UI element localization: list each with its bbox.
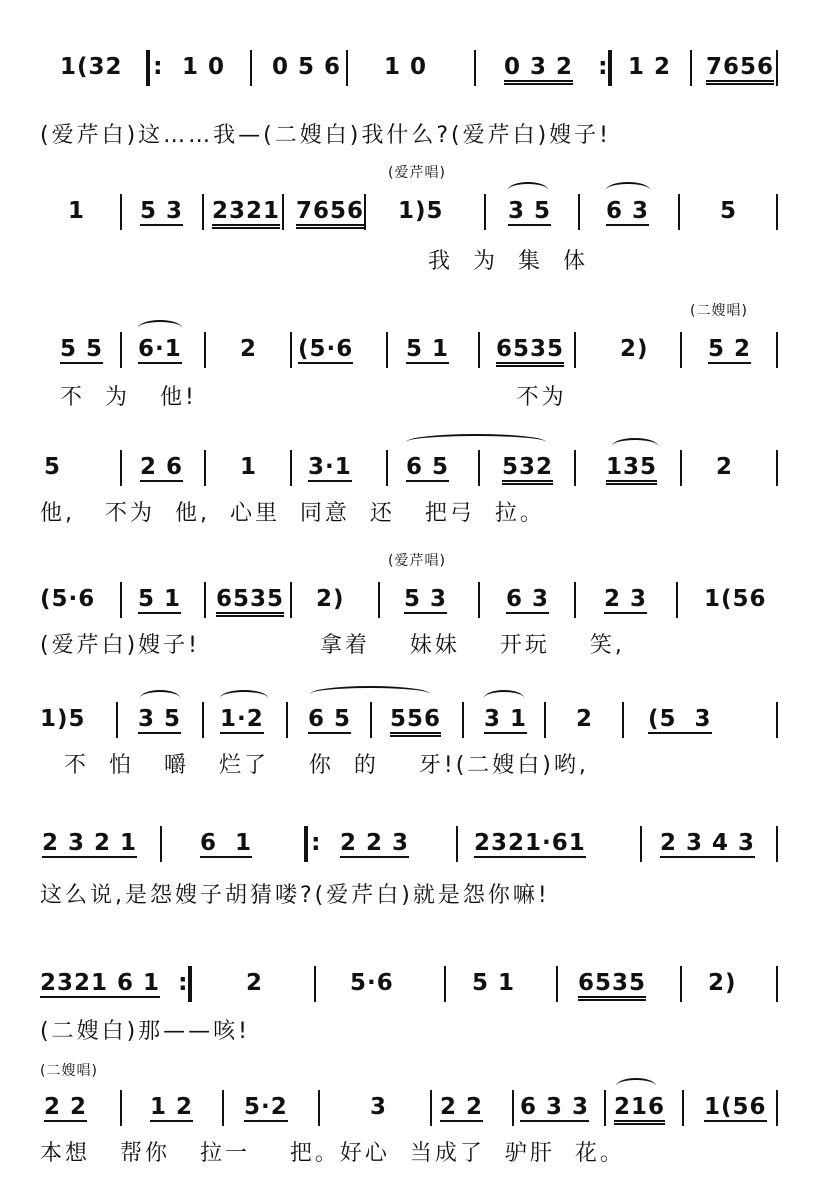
barline bbox=[204, 582, 206, 618]
barline bbox=[608, 50, 612, 86]
measure: 6535 bbox=[496, 336, 564, 367]
slur bbox=[310, 686, 430, 702]
performer-label: (二嫂唱) bbox=[690, 303, 748, 319]
measure: 3 5 bbox=[138, 706, 182, 732]
measure: 5·6 bbox=[350, 970, 394, 996]
performer-label: (爱芹唱) bbox=[388, 165, 446, 181]
measure: 6535 bbox=[578, 970, 646, 1001]
barline bbox=[222, 1090, 224, 1126]
barline bbox=[120, 582, 122, 618]
slur bbox=[616, 1078, 656, 1094]
barline bbox=[484, 194, 486, 230]
lyric-line: 他, 不为 他, 心里 同意 还 把弓 拉。 bbox=[40, 501, 545, 526]
barline bbox=[116, 702, 118, 738]
barline bbox=[462, 702, 464, 738]
measure: 7656 bbox=[296, 198, 364, 229]
lyric-line: 这么说,是怨嫂子胡猜喽?(爱芹白)就是怨你嘛! bbox=[40, 883, 550, 908]
measure: 5 bbox=[720, 198, 738, 224]
barline bbox=[776, 966, 778, 1002]
barline bbox=[290, 582, 292, 618]
lyric-line: 不 怕 嚼 烂了 你 的 牙!(二嫂白)哟, bbox=[64, 753, 589, 778]
measure: 6 3 3 bbox=[520, 1094, 590, 1120]
barline bbox=[120, 194, 122, 230]
slur bbox=[612, 438, 658, 454]
staff-2 bbox=[0, 192, 822, 232]
barline bbox=[680, 966, 682, 1002]
measure: 216 bbox=[614, 1094, 665, 1125]
barline bbox=[776, 450, 778, 486]
barline bbox=[346, 50, 348, 86]
measure: 2 3 2 1 bbox=[42, 830, 138, 856]
slur bbox=[484, 690, 524, 706]
measure: (5·6 bbox=[298, 336, 354, 362]
barline bbox=[120, 1090, 122, 1126]
barline bbox=[544, 702, 546, 738]
measure: 1 bbox=[240, 454, 258, 480]
measure: 7656 bbox=[706, 54, 774, 85]
measure: 1 0 bbox=[384, 54, 428, 80]
barline bbox=[678, 194, 680, 230]
measure: 0 5 6 bbox=[272, 54, 342, 80]
barline bbox=[578, 194, 580, 230]
measure: 2 bbox=[576, 706, 594, 732]
measure: 6 5 bbox=[406, 454, 450, 480]
barline bbox=[290, 332, 292, 368]
barline bbox=[386, 450, 388, 486]
measure: 6·1 bbox=[138, 336, 182, 362]
measure: 2 3 4 3 bbox=[660, 830, 756, 856]
barline bbox=[188, 966, 192, 1002]
measure: 5 3 bbox=[404, 586, 448, 612]
lyric-line: 不 为 他! 不为 bbox=[60, 385, 567, 410]
measure: 3 bbox=[370, 1094, 388, 1120]
measure: 5 5 bbox=[60, 336, 104, 362]
measure: 2 bbox=[240, 336, 258, 362]
measure: 2 3 bbox=[604, 586, 648, 612]
lyric-line: (爱芹白)嫂子! 拿着 妹妹 开玩 笑, bbox=[40, 633, 625, 658]
measure: 2 2 bbox=[440, 1094, 484, 1120]
slur bbox=[220, 690, 268, 706]
barline bbox=[202, 702, 204, 738]
measure: 1(32 bbox=[60, 54, 123, 80]
barline bbox=[680, 332, 682, 368]
lyric-line: 本想 帮你 拉一 把。好心 当成了 驴肝 花。 bbox=[40, 1141, 625, 1166]
barline bbox=[204, 450, 206, 486]
barline bbox=[574, 582, 576, 618]
barline bbox=[378, 582, 380, 618]
barline bbox=[604, 1090, 606, 1126]
measure: (5 3 bbox=[648, 706, 712, 732]
barline bbox=[204, 332, 206, 368]
measure: 2) bbox=[620, 336, 649, 362]
performer-label: (二嫂唱) bbox=[40, 1063, 98, 1079]
measure: 2 2 3 bbox=[340, 830, 410, 856]
slur bbox=[138, 320, 182, 336]
barline bbox=[690, 50, 692, 86]
barline bbox=[512, 1090, 514, 1126]
measure: 6535 bbox=[216, 586, 284, 617]
barline bbox=[304, 826, 308, 862]
slur bbox=[140, 690, 180, 706]
staff-3 bbox=[0, 330, 822, 370]
barline bbox=[318, 1090, 320, 1126]
barline bbox=[680, 450, 682, 486]
measure: 2 2 bbox=[44, 1094, 88, 1120]
barline bbox=[202, 194, 204, 230]
barline bbox=[370, 702, 372, 738]
barline bbox=[574, 332, 576, 368]
barline bbox=[776, 194, 778, 230]
measure: 1 bbox=[68, 198, 86, 224]
barline bbox=[640, 826, 642, 862]
measure: 1 2 bbox=[150, 1094, 194, 1120]
barline bbox=[444, 966, 446, 1002]
measure: 3·1 bbox=[308, 454, 352, 480]
barline bbox=[776, 702, 778, 738]
barline bbox=[622, 702, 624, 738]
barline bbox=[556, 966, 558, 1002]
measure: 6 3 bbox=[506, 586, 550, 612]
barline bbox=[120, 332, 122, 368]
measure: 2 bbox=[246, 970, 264, 996]
measure: 1(56 bbox=[704, 586, 767, 612]
barline bbox=[160, 826, 162, 862]
staff-5 bbox=[0, 580, 822, 620]
staff-7 bbox=[0, 824, 822, 864]
barline bbox=[364, 194, 366, 230]
measure: 6 3 bbox=[606, 198, 650, 224]
measure: 3 1 bbox=[484, 706, 528, 732]
barline bbox=[574, 450, 576, 486]
measure: 1)5 bbox=[40, 706, 86, 732]
measure: 2 6 bbox=[140, 454, 184, 480]
barline bbox=[478, 450, 480, 486]
measure: 5 3 bbox=[140, 198, 184, 224]
measure: 5 1 bbox=[472, 970, 516, 996]
barline bbox=[456, 826, 458, 862]
measure: 532 bbox=[502, 454, 553, 485]
barline bbox=[776, 826, 778, 862]
barline bbox=[290, 450, 292, 486]
slur bbox=[508, 182, 548, 198]
barline bbox=[386, 332, 388, 368]
barline bbox=[776, 50, 778, 86]
barline bbox=[120, 450, 122, 486]
barline bbox=[146, 50, 150, 86]
measure: 0 3 2 bbox=[504, 54, 573, 85]
barline bbox=[776, 332, 778, 368]
lyric-line: 我 为 集 体 bbox=[428, 249, 588, 274]
staff-4 bbox=[0, 448, 822, 488]
measure: 5·2 bbox=[244, 1094, 288, 1120]
measure: 135 bbox=[606, 454, 657, 485]
measure: (5·6 bbox=[40, 586, 96, 612]
barline bbox=[282, 194, 284, 230]
lyric-line: (二嫂白)那——咳! bbox=[40, 1019, 250, 1044]
barline bbox=[478, 332, 480, 368]
measure: 2 bbox=[716, 454, 734, 480]
measure: 2321 bbox=[212, 198, 280, 229]
measure: 5 2 bbox=[708, 336, 752, 362]
measure: 5 1 bbox=[138, 586, 182, 612]
barline bbox=[478, 582, 480, 618]
measure: 556 bbox=[390, 706, 441, 737]
measure: 2) bbox=[316, 586, 345, 612]
measure: 1 0 bbox=[182, 54, 226, 80]
barline bbox=[676, 582, 678, 618]
barline bbox=[430, 1090, 432, 1126]
measure: 2321 6 1 bbox=[40, 970, 161, 996]
lyric-line: (爱芹白)这……我—(二嫂白)我什么?(爱芹白)嫂子! bbox=[40, 123, 611, 148]
measure: 1(56 bbox=[704, 1094, 767, 1120]
measure: 3 5 bbox=[508, 198, 552, 224]
barline bbox=[776, 1090, 778, 1126]
measure: 5 1 bbox=[406, 336, 450, 362]
staff-1 bbox=[0, 48, 822, 88]
barline bbox=[250, 50, 252, 86]
measure: 5 bbox=[44, 454, 62, 480]
slur bbox=[606, 182, 650, 198]
measure: 6 5 bbox=[308, 706, 352, 732]
measure: 2321·61 bbox=[474, 830, 586, 856]
staff-8 bbox=[0, 964, 822, 1004]
measure: 1)5 bbox=[398, 198, 444, 224]
barline bbox=[314, 966, 316, 1002]
staff-9 bbox=[0, 1088, 822, 1128]
measure: 2) bbox=[708, 970, 737, 996]
measure: 1 2 bbox=[628, 54, 672, 80]
barline bbox=[286, 702, 288, 738]
slur bbox=[406, 434, 546, 450]
measure: 1·2 bbox=[220, 706, 264, 732]
measure: 6 1 bbox=[200, 830, 253, 856]
barline bbox=[682, 1090, 684, 1126]
performer-label: (爱芹唱) bbox=[388, 553, 446, 569]
barline bbox=[474, 50, 476, 86]
staff-6 bbox=[0, 700, 822, 740]
